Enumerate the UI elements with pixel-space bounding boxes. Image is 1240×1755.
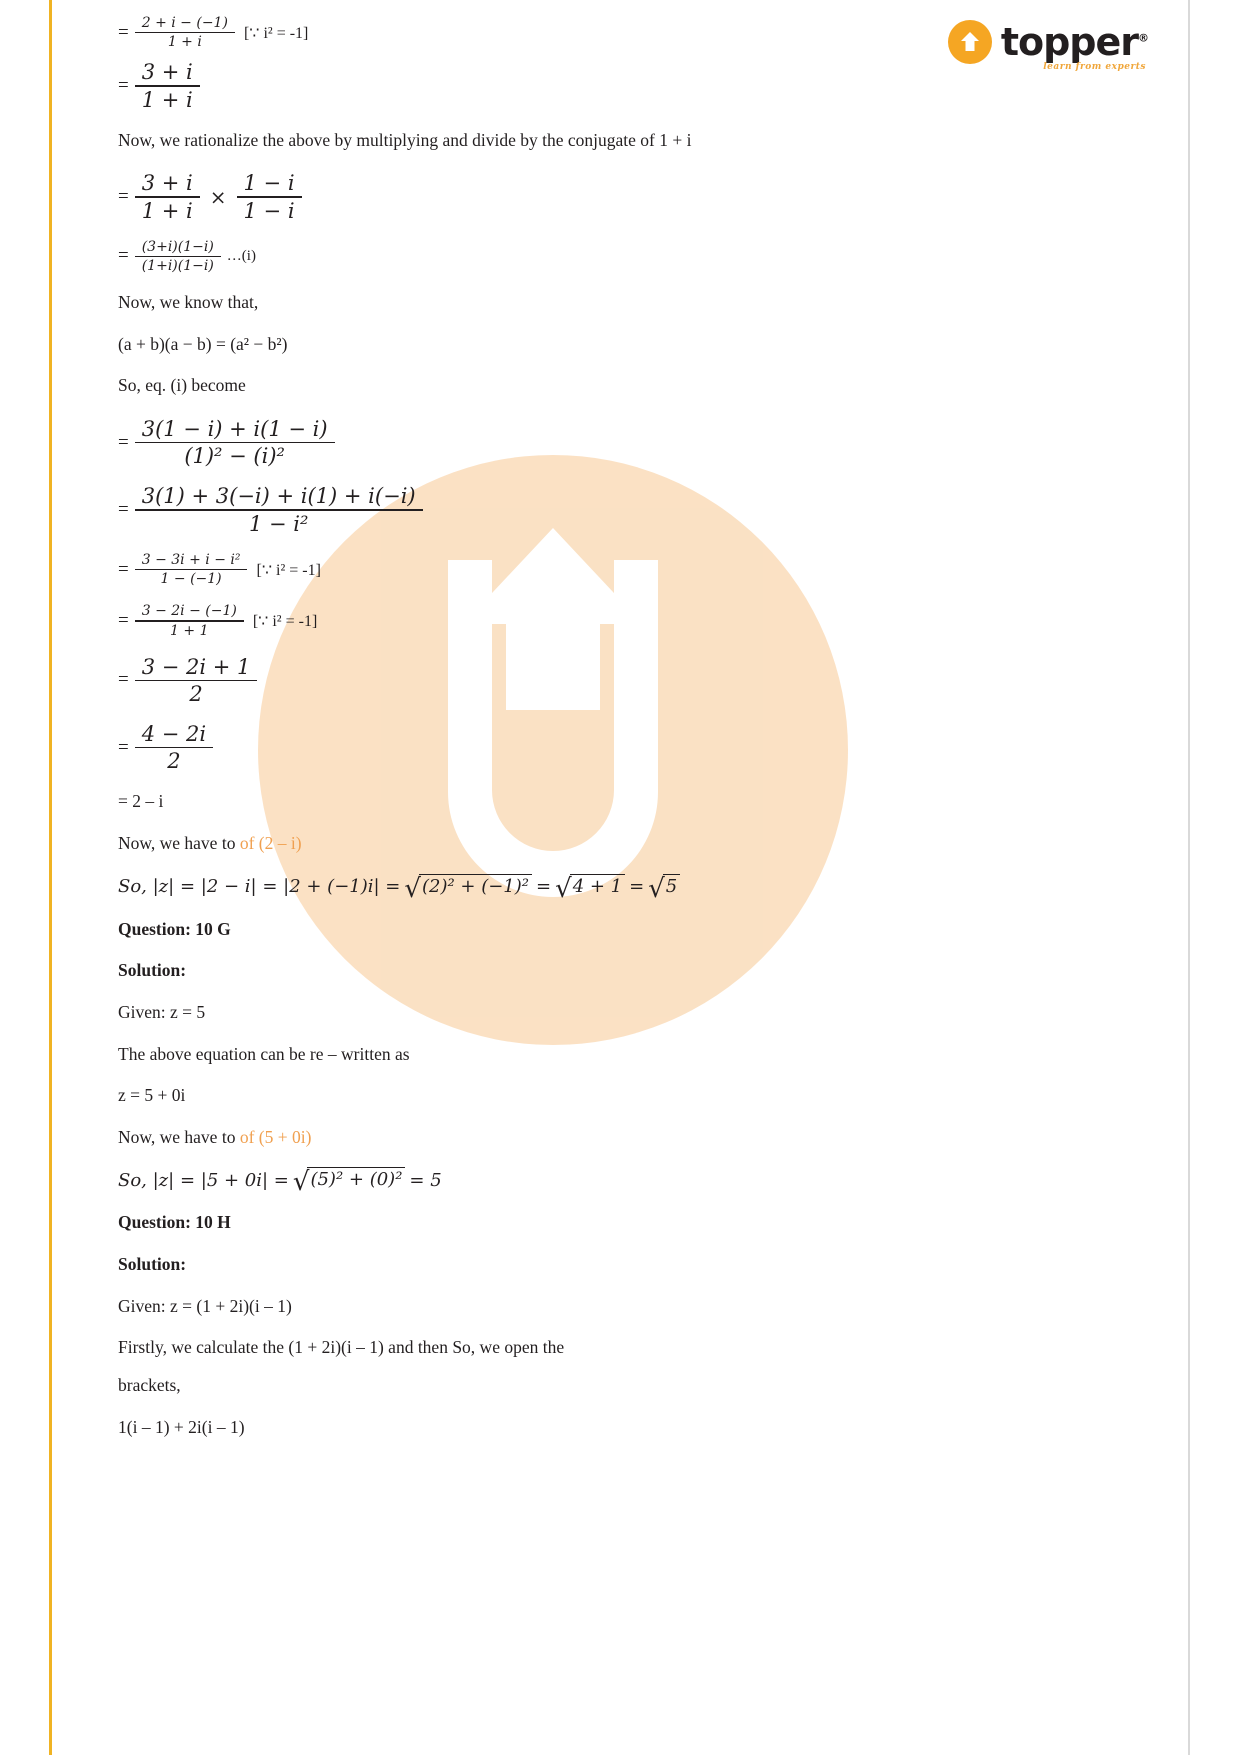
solution-heading: Solution: (118, 960, 187, 981)
equals-sign: = (536, 876, 552, 898)
radical (292, 1167, 406, 1198)
equation-line (118, 602, 1018, 639)
text-segment: Now, we have to (118, 1126, 240, 1147)
text-line: Firstly, we calculate the (1 + 2i)(i – 1) and then So, we open the (118, 1337, 565, 1358)
radical (404, 873, 532, 904)
solution-heading: Solution: (118, 1254, 187, 1275)
equation-note: [∵ i² = -1] (252, 612, 318, 630)
text-line: The above equation can be re – written as (118, 1043, 410, 1064)
text-line: (a + b)(a − b) = (a² − b²) (118, 333, 288, 354)
radical-sign: √ (648, 873, 665, 904)
equation-note: [∵ i² = -1] (243, 24, 309, 42)
fraction-denominator: 1 + i (141, 198, 193, 223)
fraction-numerator: 1 − i (243, 171, 295, 196)
fraction-denominator: (1+i)(1−i) (141, 258, 214, 275)
fraction-numerator: 3 − 2i − (−1) (141, 603, 237, 620)
radicand: (2)² + (−1)² (419, 874, 532, 900)
equals-sign: = (118, 245, 129, 267)
radical (648, 873, 680, 904)
registered-mark: ® (1138, 31, 1148, 45)
modulus-line (118, 873, 1018, 904)
fraction-denominator: 1 + i (141, 87, 193, 112)
text-line: Now, we know that, (118, 292, 259, 313)
fraction (135, 721, 213, 774)
equation-tag: …(i) (226, 247, 256, 264)
fraction-numerator: (3+i)(1−i) (141, 238, 214, 255)
equation-line (118, 170, 1018, 223)
text-line: brackets, (118, 1374, 181, 1395)
fraction (135, 551, 248, 588)
brand-name (1000, 20, 1148, 72)
text-line: Given: z = 5 (118, 1001, 206, 1022)
equals-sign: = (118, 558, 129, 580)
modulus-prefix: So, |z| = |5 + 0i| = (118, 1169, 289, 1191)
fraction (135, 14, 235, 51)
fraction-numerator: 3 − 3i + i − i² (141, 551, 241, 568)
equation-line (118, 654, 1018, 707)
document-body (118, 14, 1018, 1457)
equation-line (118, 483, 1018, 536)
fraction (135, 238, 221, 275)
fraction (135, 59, 200, 112)
equals-sign: = (629, 876, 645, 898)
radical-sign: √ (404, 873, 421, 904)
fraction-denominator: 2 (189, 682, 203, 707)
equals-sign: = (118, 21, 129, 43)
equation-line (118, 416, 1018, 469)
modulus-line (118, 1167, 1018, 1198)
right-margin-rule (1188, 0, 1190, 1755)
question-heading: Question: 10 G (118, 918, 231, 939)
topper-logo (948, 20, 1148, 72)
equals-sign: = (118, 669, 129, 691)
equation-line (118, 238, 1018, 275)
radical-sign: √ (292, 1167, 310, 1198)
fraction-numerator: 3(1) + 3(−i) + i(1) + i(−i) (141, 484, 416, 509)
equals-sign: = (118, 431, 129, 453)
brand-word: topper (1000, 20, 1138, 64)
multiply-operator: × (209, 185, 227, 210)
text-line: So, eq. (i) become (118, 375, 246, 396)
fraction-numerator: 3(1 − i) + i(1 − i) (141, 417, 328, 442)
text-line: = 2 – i (118, 791, 164, 812)
left-margin-rule (49, 0, 52, 1755)
fraction (135, 416, 335, 469)
equation-note: [∵ i² = -1] (256, 561, 321, 579)
text-line (118, 1126, 1018, 1150)
fraction (135, 602, 244, 639)
radical-sign: √ (555, 873, 572, 904)
fraction-denominator: (1)² − (i)² (184, 444, 285, 469)
fraction-numerator: 3 + i (141, 60, 193, 85)
equation-line (118, 551, 1018, 588)
equals-sign: = (118, 186, 129, 208)
text-line: z = 5 + 0i (118, 1085, 186, 1106)
text-line: Now, we rationalize the above by multiplying and divide by the conjugate of 1 + i (118, 129, 692, 150)
modulus-prefix: So, |z| = |2 − i| = |2 + (−1)i| = (118, 876, 401, 898)
equals-sign: = (118, 736, 129, 758)
brand-tagline: learn from experts (1043, 62, 1146, 72)
radical (555, 873, 625, 904)
modulus-result: = 5 (409, 1169, 442, 1191)
fraction-numerator: 3 − 2i + 1 (141, 654, 251, 679)
highlighted-segment: of (5 + 0i) (239, 1126, 312, 1147)
fraction-denominator: 1 − i (243, 198, 295, 223)
fraction-denominator: 1 + 1 (170, 622, 209, 639)
fraction-denominator: 2 (167, 749, 181, 774)
fraction-numerator: 3 + i (141, 171, 193, 196)
equation-line (118, 721, 1018, 774)
fraction-denominator: 1 − i² (248, 511, 309, 536)
equation-line (118, 14, 1018, 51)
radicand: (5)² + (0)² (307, 1167, 405, 1193)
fraction (237, 170, 302, 223)
text-line: 1(i – 1) + 2i(i – 1) (118, 1416, 245, 1437)
topper-arrow-icon (948, 20, 992, 64)
text-segment: Now, we have to (118, 833, 240, 854)
equals-sign: = (118, 609, 129, 631)
fraction-numerator: 4 − 2i (141, 722, 207, 747)
fraction-denominator: 1 + i (167, 34, 202, 51)
fraction-numerator: 2 + i − (−1) (141, 15, 228, 31)
question-heading: Question: 10 H (118, 1212, 231, 1233)
text-line (118, 832, 1018, 856)
equals-sign: = (118, 75, 129, 97)
equation-line (118, 59, 1018, 112)
fraction (135, 483, 423, 536)
text-line: Given: z = (1 + 2i)(i – 1) (118, 1295, 292, 1316)
equals-sign: = (118, 499, 129, 521)
fraction (135, 654, 258, 707)
fraction (135, 170, 200, 223)
radicand: 5 (663, 874, 680, 900)
radicand: 4 + 1 (570, 874, 625, 900)
highlighted-segment: of (2 – i) (239, 833, 302, 854)
fraction-denominator: 1 − (−1) (160, 571, 222, 588)
